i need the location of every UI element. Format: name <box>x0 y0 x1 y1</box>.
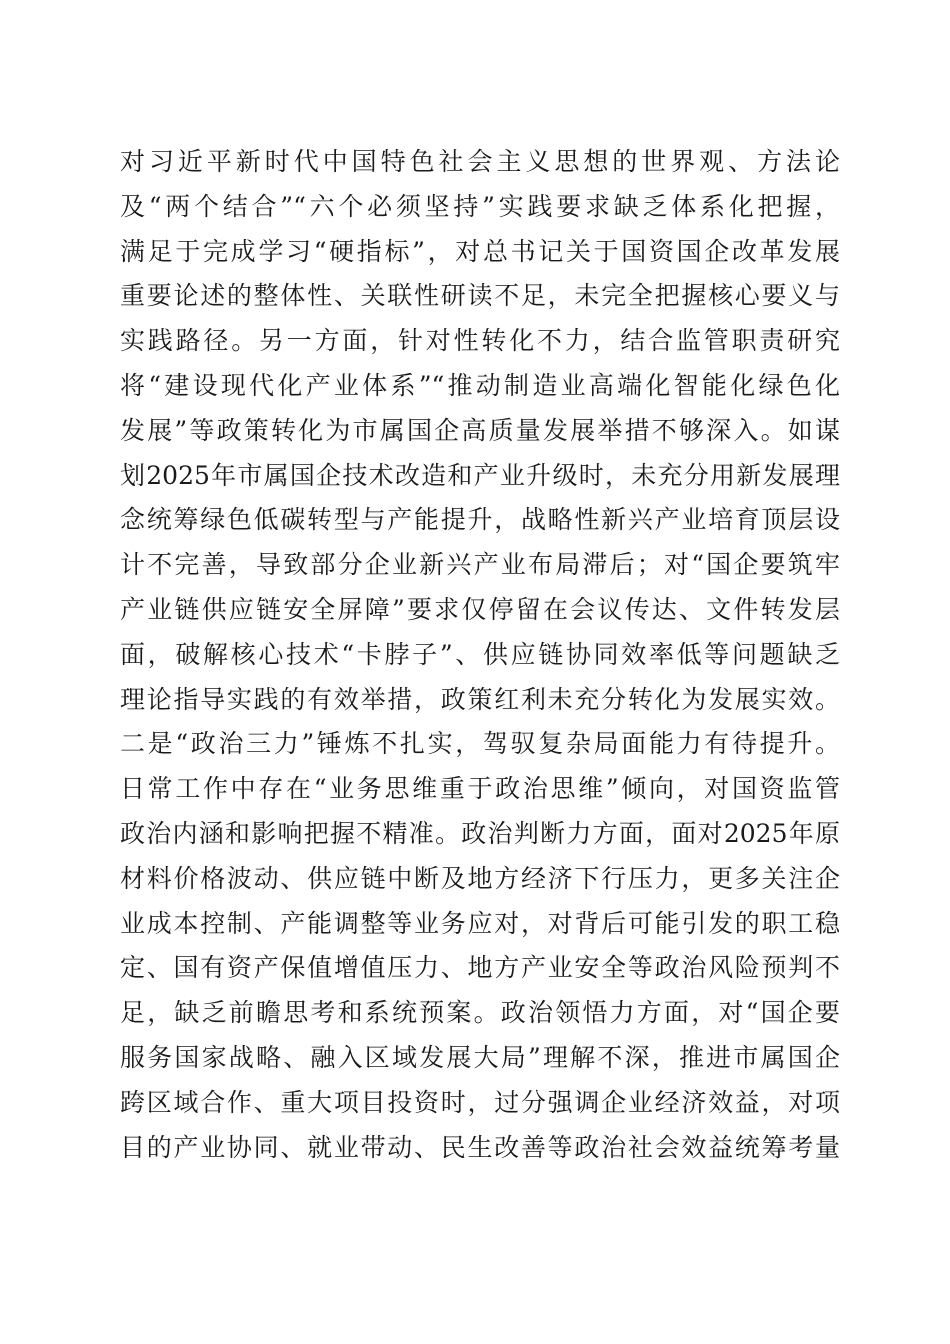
text-line: 将“建设现代化产业体系”“推动制造业高端化智能化绿色化 <box>120 370 840 400</box>
text-line: 定、国有资产保值增值压力、地方产业安全等政治风险预判不 <box>120 953 840 983</box>
text-line: 重要论述的整体性、关联性研读不足，未完全把握核心要义与 <box>120 281 840 311</box>
text-line: 及“两个结合”“六个必须坚持”实践要求缺乏体系化把握， <box>120 191 840 221</box>
text-line: 产业链供应链安全屏障”要求仅停留在会议传达、文件转发层 <box>120 594 840 624</box>
text-line: 服务国家战略、融入区域发展大局”理解不深，推进市属国企 <box>120 1042 840 1072</box>
text-line: 理论指导实践的有效举措，政策红利未充分转化为发展实效。 <box>120 684 840 714</box>
text-line: 业成本控制、产能调整等业务应对，对背后可能引发的职工稳 <box>120 908 840 938</box>
section-heading-line: 二是“政治三力”锤炼不扎实，驾驭复杂局面能力有待提升。 <box>120 729 840 759</box>
text-line: 计不完善，导致部分企业新兴产业布局滞后；对“国企要筑牢 <box>120 550 840 580</box>
text-line: 实践路径。另一方面，针对性转化不力，结合监管职责研究 <box>120 326 840 356</box>
text-line: 目的产业协同、就业带动、民生改善等政治社会效益统筹考量 <box>120 1132 840 1162</box>
text-line: 材料价格波动、供应链中断及地方经济下行压力，更多关注企 <box>120 863 840 893</box>
text-line: 政治内涵和影响把握不精准。政治判断力方面，面对2025年原 <box>120 818 840 848</box>
text-line: 满足于完成学习“硬指标”，对总书记关于国资国企改革发展 <box>120 236 840 266</box>
text-line: 对习近平新时代中国特色社会主义思想的世界观、方法论 <box>120 147 840 176</box>
text-line: 念统筹绿色低碳转型与产能提升，战略性新兴产业培育顶层设 <box>120 505 840 535</box>
text-line: 跨区域合作、重大项目投资时，过分强调企业经济效益，对项 <box>120 1087 840 1117</box>
text-line: 足，缺乏前瞻思考和系统预案。政治领悟力方面，对“国企要 <box>120 998 840 1028</box>
text-line: 发展”等政策转化为市属国企高质量发展举措不够深入。如谋 <box>120 415 840 445</box>
text-line: 面，破解核心技术“卡脖子”、供应链协同效率低等问题缺乏 <box>120 639 840 669</box>
text-line: 日常工作中存在“业务思维重于政治思维”倾向，对国资监管 <box>120 774 840 804</box>
text-line: 划2025年市属国企技术改造和产业升级时，未充分用新发展理 <box>120 460 840 490</box>
body-text <box>120 140 840 1170</box>
